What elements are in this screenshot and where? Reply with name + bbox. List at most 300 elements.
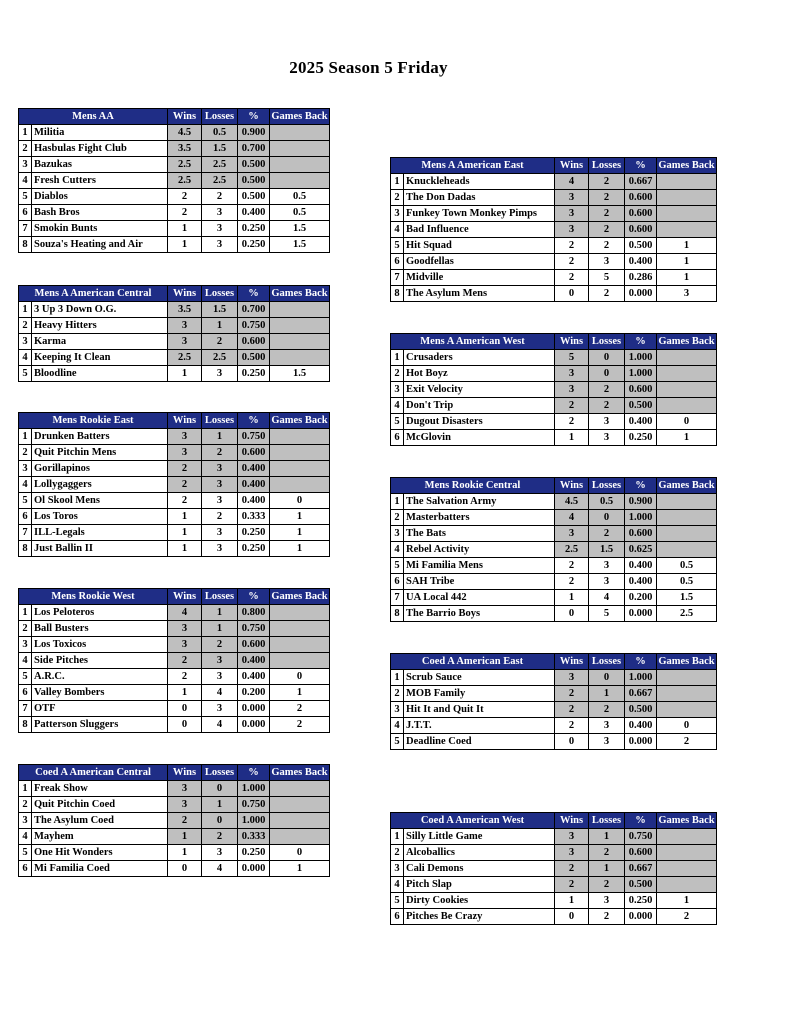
- stat-losses: 2: [202, 829, 238, 845]
- table-row: [391, 398, 717, 414]
- stat-games_back: [270, 829, 330, 845]
- team-rank: 3: [19, 334, 32, 350]
- team-name: The Asylum Coed: [32, 813, 168, 829]
- standings-table: [18, 588, 330, 733]
- table-row: [19, 829, 330, 845]
- stat-pct: 1.000: [238, 813, 270, 829]
- stat-wins: 3: [555, 829, 589, 845]
- team-rank: 3: [19, 637, 32, 653]
- stat-losses: 3: [202, 525, 238, 541]
- stat-losses: 0: [589, 510, 625, 526]
- team-rank: 1: [391, 670, 404, 686]
- stat-losses: 0: [589, 670, 625, 686]
- standings-table: [390, 653, 717, 750]
- stat-pct: 0.000: [238, 861, 270, 877]
- table-row: [19, 781, 330, 797]
- team-rank: 7: [391, 590, 404, 606]
- team-name: Freak Show: [32, 781, 168, 797]
- stat-losses: 0.5: [589, 494, 625, 510]
- stat-games_back: [657, 494, 717, 510]
- stat-losses: 0: [202, 781, 238, 797]
- column-header-games_back: Games Back: [657, 334, 717, 350]
- team-name: Quit Pitchin Coed: [32, 797, 168, 813]
- table-row: [19, 173, 330, 189]
- stat-pct: 0.600: [625, 206, 657, 222]
- stat-losses: 2: [589, 174, 625, 190]
- stat-games_back: [270, 445, 330, 461]
- column-header-losses: Losses: [202, 765, 238, 781]
- table-row: [391, 574, 717, 590]
- table-row: [391, 861, 717, 877]
- table-row: [391, 845, 717, 861]
- stat-games_back: 2: [270, 717, 330, 733]
- team-name: 3 Up 3 Down O.G.: [32, 302, 168, 318]
- stat-games_back: 1.5: [270, 237, 330, 253]
- team-rank: 2: [391, 510, 404, 526]
- team-name: Valley Bombers: [32, 685, 168, 701]
- team-name: Alcoballics: [404, 845, 555, 861]
- stat-losses: 3: [589, 430, 625, 446]
- stat-wins: 2: [555, 238, 589, 254]
- team-rank: 8: [19, 541, 32, 557]
- team-rank: 2: [19, 621, 32, 637]
- stat-losses: 2: [589, 238, 625, 254]
- table-row: [19, 861, 330, 877]
- team-name: Don't Trip: [404, 398, 555, 414]
- team-name: Los Toros: [32, 509, 168, 525]
- table-row: [19, 509, 330, 525]
- stat-wins: 1: [168, 221, 202, 237]
- stat-wins: 1: [168, 541, 202, 557]
- stat-wins: 1: [555, 893, 589, 909]
- stat-pct: 0.625: [625, 542, 657, 558]
- team-rank: 4: [391, 718, 404, 734]
- stat-losses: 0: [589, 366, 625, 382]
- stat-pct: 0.400: [238, 669, 270, 685]
- standings-table: [18, 412, 330, 557]
- stat-games_back: [657, 526, 717, 542]
- standings-table: [390, 333, 717, 446]
- team-rank: 3: [391, 702, 404, 718]
- stat-pct: 0.667: [625, 686, 657, 702]
- stat-games_back: [657, 861, 717, 877]
- stat-wins: 5: [555, 350, 589, 366]
- team-rank: 2: [391, 366, 404, 382]
- stat-games_back: [270, 429, 330, 445]
- team-name: Hit It and Quit It: [404, 702, 555, 718]
- stat-pct: 0.400: [238, 461, 270, 477]
- stat-wins: 2: [555, 861, 589, 877]
- stat-wins: 0: [168, 701, 202, 717]
- team-name: Lollygaggers: [32, 477, 168, 493]
- stat-pct: 1.000: [625, 366, 657, 382]
- stat-games_back: [270, 461, 330, 477]
- stat-losses: 3: [589, 574, 625, 590]
- stat-losses: 2: [202, 637, 238, 653]
- stat-games_back: [657, 206, 717, 222]
- team-name: Fresh Cutters: [32, 173, 168, 189]
- team-name: Hasbulas Fight Club: [32, 141, 168, 157]
- stat-games_back: 1: [657, 270, 717, 286]
- division-title: Coed A American East: [391, 654, 555, 670]
- stat-games_back: 1: [657, 238, 717, 254]
- stat-pct: 0.400: [238, 493, 270, 509]
- stat-pct: 0.000: [238, 717, 270, 733]
- stat-losses: 3: [589, 414, 625, 430]
- stat-wins: 2: [555, 558, 589, 574]
- team-name: Militia: [32, 125, 168, 141]
- stat-games_back: [657, 829, 717, 845]
- stat-games_back: 1: [657, 430, 717, 446]
- team-name: Knuckleheads: [404, 174, 555, 190]
- stat-wins: 3: [555, 206, 589, 222]
- stat-pct: 0.600: [625, 382, 657, 398]
- stat-losses: 3: [202, 461, 238, 477]
- team-name: Diablos: [32, 189, 168, 205]
- stat-wins: 2: [168, 653, 202, 669]
- table-row: [19, 125, 330, 141]
- team-name: Smokin Bunts: [32, 221, 168, 237]
- stat-games_back: [270, 813, 330, 829]
- team-name: Scrub Sauce: [404, 670, 555, 686]
- table-row: [19, 445, 330, 461]
- team-name: Los Toxicos: [32, 637, 168, 653]
- stat-games_back: [657, 686, 717, 702]
- standings-table: [18, 285, 330, 382]
- stat-wins: 2: [168, 493, 202, 509]
- stat-wins: 2: [555, 718, 589, 734]
- stat-games_back: 1: [270, 509, 330, 525]
- team-name: Gorillapinos: [32, 461, 168, 477]
- column-header-losses: Losses: [202, 589, 238, 605]
- stat-pct: 0.750: [238, 797, 270, 813]
- stat-wins: 0: [555, 909, 589, 925]
- team-rank: 7: [391, 270, 404, 286]
- stat-wins: 2: [168, 461, 202, 477]
- stat-games_back: [270, 173, 330, 189]
- stat-games_back: 1.5: [270, 366, 330, 382]
- stat-wins: 1: [168, 366, 202, 382]
- table-row: [391, 510, 717, 526]
- team-rank: 1: [19, 781, 32, 797]
- stat-losses: 2: [589, 286, 625, 302]
- table-header-row: [391, 654, 717, 670]
- stat-wins: 0: [168, 861, 202, 877]
- table-row: [391, 238, 717, 254]
- stat-pct: 0.000: [625, 734, 657, 750]
- table-row: [391, 893, 717, 909]
- stat-wins: 2: [555, 270, 589, 286]
- column-header-wins: Wins: [555, 334, 589, 350]
- column-header-wins: Wins: [168, 286, 202, 302]
- stat-games_back: 2: [270, 701, 330, 717]
- division-title: Mens Rookie Central: [391, 478, 555, 494]
- column-header-wins: Wins: [555, 654, 589, 670]
- team-rank: 8: [391, 606, 404, 622]
- table-row: [391, 590, 717, 606]
- column-header-games_back: Games Back: [657, 813, 717, 829]
- stat-wins: 2: [555, 574, 589, 590]
- stat-games_back: [657, 542, 717, 558]
- stat-games_back: [270, 334, 330, 350]
- stat-games_back: 1: [270, 525, 330, 541]
- team-name: Patterson Sluggers: [32, 717, 168, 733]
- stat-games_back: [657, 398, 717, 414]
- column-header-pct: %: [625, 334, 657, 350]
- division-title: Mens AA: [19, 109, 168, 125]
- stat-pct: 0.600: [625, 526, 657, 542]
- stat-games_back: 0: [657, 414, 717, 430]
- table-row: [19, 221, 330, 237]
- team-name: Bloodline: [32, 366, 168, 382]
- team-name: Ball Busters: [32, 621, 168, 637]
- stat-games_back: 3: [657, 286, 717, 302]
- stat-games_back: [657, 877, 717, 893]
- stat-pct: 0.500: [238, 350, 270, 366]
- team-name: Ol Skool Mens: [32, 493, 168, 509]
- column-header-losses: Losses: [202, 286, 238, 302]
- team-rank: 1: [19, 125, 32, 141]
- column-header-pct: %: [625, 813, 657, 829]
- table-row: [19, 637, 330, 653]
- column-header-games_back: Games Back: [270, 589, 330, 605]
- team-name: Silly Little Game: [404, 829, 555, 845]
- team-name: The Salvation Army: [404, 494, 555, 510]
- stat-games_back: 1: [657, 893, 717, 909]
- table-row: [19, 685, 330, 701]
- column-header-losses: Losses: [589, 158, 625, 174]
- stat-losses: 1: [202, 318, 238, 334]
- stat-pct: 0.250: [238, 525, 270, 541]
- stat-games_back: 2.5: [657, 606, 717, 622]
- stat-pct: 0.600: [625, 845, 657, 861]
- table-row: [391, 686, 717, 702]
- stat-wins: 0: [555, 606, 589, 622]
- table-row: [391, 877, 717, 893]
- stat-pct: 0.200: [625, 590, 657, 606]
- stat-losses: 1: [202, 797, 238, 813]
- stat-pct: 0.600: [238, 334, 270, 350]
- stat-games_back: [270, 157, 330, 173]
- table-row: [19, 141, 330, 157]
- table-row: [19, 237, 330, 253]
- stat-pct: 0.500: [238, 173, 270, 189]
- stat-losses: 3: [202, 653, 238, 669]
- stat-wins: 4: [555, 174, 589, 190]
- team-rank: 4: [391, 222, 404, 238]
- stat-games_back: [270, 637, 330, 653]
- team-name: UA Local 442: [404, 590, 555, 606]
- team-name: Masterbatters: [404, 510, 555, 526]
- column-header-losses: Losses: [589, 654, 625, 670]
- stat-pct: 1.000: [625, 670, 657, 686]
- stat-losses: 3: [589, 558, 625, 574]
- team-rank: 6: [19, 685, 32, 701]
- stat-wins: 3: [168, 318, 202, 334]
- column-header-losses: Losses: [589, 813, 625, 829]
- stat-losses: 1.5: [202, 302, 238, 318]
- team-name: Rebel Activity: [404, 542, 555, 558]
- team-rank: 5: [19, 845, 32, 861]
- team-name: Side Pitches: [32, 653, 168, 669]
- team-name: Exit Velocity: [404, 382, 555, 398]
- stat-wins: 4: [555, 510, 589, 526]
- stat-pct: 0.400: [625, 574, 657, 590]
- stat-losses: 5: [589, 606, 625, 622]
- stat-losses: 3: [202, 701, 238, 717]
- table-row: [391, 222, 717, 238]
- stat-pct: 0.400: [238, 477, 270, 493]
- stat-pct: 0.333: [238, 829, 270, 845]
- stat-losses: 2: [589, 190, 625, 206]
- stat-losses: 4: [202, 717, 238, 733]
- table-row: [19, 350, 330, 366]
- stat-games_back: [657, 510, 717, 526]
- table-header-row: [19, 765, 330, 781]
- stat-wins: 2: [555, 686, 589, 702]
- team-name: Hit Squad: [404, 238, 555, 254]
- table-row: [19, 366, 330, 382]
- team-name: Drunken Batters: [32, 429, 168, 445]
- team-rank: 5: [391, 734, 404, 750]
- table-row: [391, 829, 717, 845]
- stat-wins: 3: [168, 781, 202, 797]
- stat-wins: 1: [168, 509, 202, 525]
- team-name: Quit Pitchin Mens: [32, 445, 168, 461]
- stat-losses: 0: [202, 813, 238, 829]
- table-row: [391, 350, 717, 366]
- team-rank: 6: [391, 909, 404, 925]
- team-rank: 4: [391, 877, 404, 893]
- table-row: [19, 701, 330, 717]
- stat-games_back: 0.5: [657, 574, 717, 590]
- table-header-row: [391, 813, 717, 829]
- column-header-wins: Wins: [555, 158, 589, 174]
- stat-games_back: 1: [270, 861, 330, 877]
- stat-losses: 0: [589, 350, 625, 366]
- team-rank: 4: [391, 542, 404, 558]
- stat-pct: 0.250: [238, 237, 270, 253]
- team-name: Keeping It Clean: [32, 350, 168, 366]
- stat-games_back: 1: [657, 254, 717, 270]
- team-rank: 3: [19, 157, 32, 173]
- column-header-games_back: Games Back: [270, 109, 330, 125]
- team-name: OTF: [32, 701, 168, 717]
- stat-games_back: 0: [270, 669, 330, 685]
- stat-pct: 0.400: [625, 558, 657, 574]
- team-rank: 6: [19, 861, 32, 877]
- team-rank: 1: [19, 429, 32, 445]
- team-name: Heavy Hitters: [32, 318, 168, 334]
- stat-wins: 0: [555, 286, 589, 302]
- stat-pct: 0.000: [625, 606, 657, 622]
- stat-wins: 3: [168, 445, 202, 461]
- table-header-row: [391, 158, 717, 174]
- standings-table: [18, 108, 330, 253]
- stat-pct: 0.286: [625, 270, 657, 286]
- stat-pct: 0.500: [625, 877, 657, 893]
- stat-losses: 2: [589, 909, 625, 925]
- stat-games_back: [270, 302, 330, 318]
- stat-games_back: [270, 318, 330, 334]
- team-rank: 4: [19, 653, 32, 669]
- table-header-row: [391, 478, 717, 494]
- stat-games_back: [270, 621, 330, 637]
- stat-pct: 0.400: [238, 205, 270, 221]
- team-rank: 2: [19, 797, 32, 813]
- stat-losses: 4: [202, 861, 238, 877]
- stat-games_back: [270, 477, 330, 493]
- team-name: Hot Boyz: [404, 366, 555, 382]
- table-row: [391, 606, 717, 622]
- table-row: [19, 605, 330, 621]
- team-name: The Bats: [404, 526, 555, 542]
- stat-pct: 0.333: [238, 509, 270, 525]
- team-rank: 7: [19, 525, 32, 541]
- stat-losses: 3: [202, 221, 238, 237]
- stat-losses: 2: [589, 877, 625, 893]
- team-rank: 8: [19, 237, 32, 253]
- stat-pct: 0.700: [238, 141, 270, 157]
- team-rank: 5: [391, 414, 404, 430]
- stat-pct: 0.250: [238, 541, 270, 557]
- table-header-row: [19, 286, 330, 302]
- stat-pct: 0.750: [238, 621, 270, 637]
- team-rank: 4: [391, 398, 404, 414]
- team-rank: 6: [391, 430, 404, 446]
- table-row: [391, 174, 717, 190]
- table-row: [19, 493, 330, 509]
- stat-games_back: 0.5: [657, 558, 717, 574]
- team-name: Midville: [404, 270, 555, 286]
- stat-losses: 2: [202, 334, 238, 350]
- stat-wins: 0: [555, 734, 589, 750]
- team-name: Crusaders: [404, 350, 555, 366]
- stat-wins: 2.5: [555, 542, 589, 558]
- column-header-losses: Losses: [202, 109, 238, 125]
- stat-pct: 0.700: [238, 302, 270, 318]
- stat-wins: 3.5: [168, 302, 202, 318]
- stat-wins: 3: [555, 190, 589, 206]
- team-name: The Asylum Mens: [404, 286, 555, 302]
- stat-games_back: [657, 174, 717, 190]
- table-row: [391, 734, 717, 750]
- stat-pct: 0.667: [625, 174, 657, 190]
- stat-losses: 4: [589, 590, 625, 606]
- standings-table: [390, 157, 717, 302]
- stat-losses: 1: [202, 605, 238, 621]
- stat-losses: 1.5: [202, 141, 238, 157]
- stat-losses: 3: [202, 541, 238, 557]
- stat-games_back: [270, 605, 330, 621]
- column-header-losses: Losses: [202, 413, 238, 429]
- table-row: [391, 190, 717, 206]
- team-name: Bad Influence: [404, 222, 555, 238]
- standings-table: [390, 812, 717, 925]
- column-header-losses: Losses: [589, 334, 625, 350]
- stat-pct: 0.750: [238, 429, 270, 445]
- team-name: Cali Demons: [404, 861, 555, 877]
- stat-losses: 3: [589, 254, 625, 270]
- stat-games_back: [270, 797, 330, 813]
- team-rank: 6: [19, 509, 32, 525]
- stat-losses: 3: [202, 366, 238, 382]
- stat-losses: 2.5: [202, 157, 238, 173]
- team-rank: 8: [391, 286, 404, 302]
- team-rank: 1: [19, 302, 32, 318]
- team-rank: 1: [391, 174, 404, 190]
- stat-wins: 1: [168, 237, 202, 253]
